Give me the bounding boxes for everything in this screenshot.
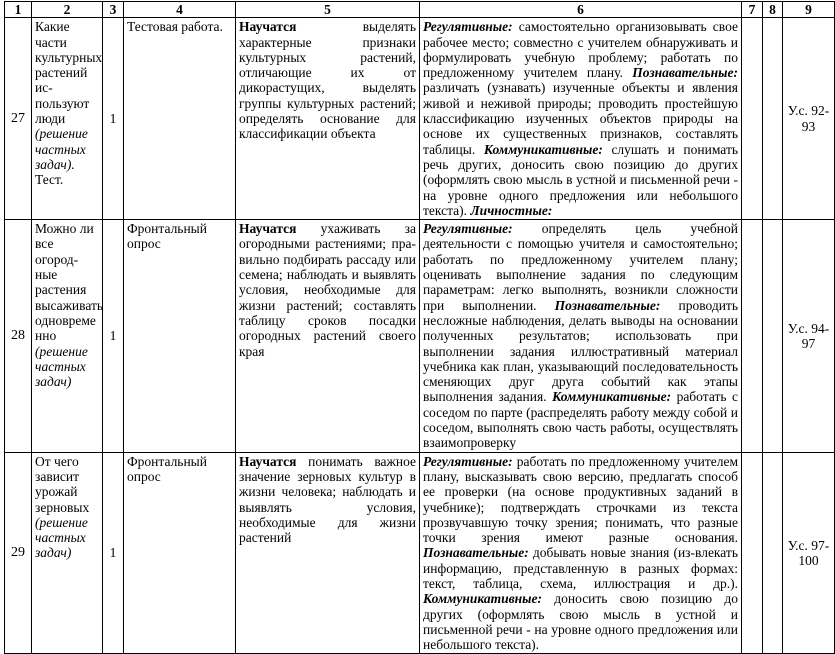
uud-text: добывать новые знания (из-влекать информацию, представленную в разных формах: текст, таблица, схема, иллюстрация и др.). [423,545,738,591]
lesson-topic [32,18,103,220]
topic-note: (решение частных задач) [35,343,88,390]
uud-key: Коммуникативные: [552,389,672,405]
uud-results [420,220,742,452]
table-row [5,452,835,654]
topic-note: (решение частных задач) [35,514,88,561]
header-col-3: 3 [103,2,124,18]
header-col-7: 7 [742,2,763,18]
table-row [5,220,835,452]
uud-text: работать с соседом по парте (распределять работу между собой и соседом, выполнять свою часть работы, осуществлять взаимопроверку [423,389,738,451]
uud-results [420,452,742,654]
topic-note: (решение частных задач). [35,126,88,172]
lesson-hours: 1 [103,220,124,452]
col-7-cell [742,18,763,220]
subject-results [236,452,420,654]
topic-text: Можно ли все огород-ные растения высаживать одновреме нно [35,221,104,344]
uud-text: работать по предложенному учителем плану, высказывать свою версию, предлагать способ ее проверки (на основе продуктивных заданий в учебнике); подтверждать строчками из текста прозвучавшую точку зрения; понимать, что разные точки зрения имеют разные основания. [423,453,738,546]
lesson-hours: 1 [103,18,124,220]
header-col-5: 5 [236,2,420,18]
subject-rest: понимать важное значение зерновых культур в жизни человека; наблюдать и выявлять условия, необходимые для жизни растений [239,453,416,546]
textbook-pages: У.с. 94-97 [783,220,835,452]
lesson-form: Фронтальный опрос [124,220,236,452]
uud-key: Личностные: [470,202,553,218]
uud-results [420,18,742,220]
header-col-9: 9 [783,2,835,18]
subject-bold: Научатся [239,221,297,237]
subject-rest: ухаживать за огородными растениями; пра-вильно подбирать рассаду или семена; наблюдать и выявлять условия, необходимые для жизни растений; составлять таблицу сроков посадки огородных растений своего края [239,221,416,359]
subject-results [236,220,420,452]
header-col-4: 4 [124,2,236,18]
col-8-cell [763,220,783,452]
lesson-number: 28 [5,220,32,452]
uud-key: Познавательные: [423,545,529,561]
col-7-cell [742,220,763,452]
textbook-pages: У.с. 92-93 [783,18,835,220]
uud-key: Регулятивные: [423,453,513,469]
topic-text: От чего зависит урожай зерновых [35,453,90,515]
topic-tail: Тест. [35,172,64,188]
col-8-cell [763,18,783,220]
lesson-number: 27 [5,18,32,220]
uud-text: доносить свою позицию до других (оформлять свою мысль в устной и письменной речи - на уровне одного предложения или небольшого текста). [423,591,738,653]
col-8-cell [763,452,783,654]
lesson-plan-table [4,1,835,654]
header-row [5,2,835,18]
lesson-number: 29 [5,452,32,654]
subject-bold: Научатся [239,453,297,469]
header-col-6: 6 [420,2,742,18]
uud-text: различать (узнавать) изученные объекты и явления живой и неживой природы; проводить простейшую классификацию изученных объектов природы на основе их существенных признаков, составлять таблицы. [423,80,738,157]
header-col-2: 2 [32,2,103,18]
uud-key: Познавательные: [632,65,738,81]
header-col-8: 8 [763,2,783,18]
uud-text: самостоятельно организовывать свое рабочее место; совместно с учителем обнаруживать и формулировать учебную проблему; работать по предложенному учителем плану. [423,19,738,81]
header-col-1: 1 [5,2,32,18]
lesson-topic [32,220,103,452]
uud-text: определять цель учебной деятельности с помощью учителя и самостоятельно; работать по предложенному учителем плану; оценивать выполнение задания по следующим параметрам: легко выполнять, возникли сложности при выполнении. [423,221,738,313]
uud-key: Коммуникативные: [483,141,603,157]
subject-rest: выделять характерные признаки культурных растений, отличающие их от дикорастущих, выделять группы культурных растений; определять основание для классификации объекта [239,19,416,142]
uud-key: Коммуникативные: [423,591,543,607]
uud-key: Познавательные: [554,297,661,313]
lesson-form: Тестовая работа. [124,18,236,220]
subject-results [236,18,420,220]
lesson-hours: 1 [103,452,124,654]
lesson-topic [32,452,103,654]
table-row [5,18,835,220]
uud-key: Регулятивные: [423,19,513,35]
col-7-cell [742,452,763,654]
subject-bold: Научатся [239,19,297,35]
topic-text: Какие части культурных растений ис-пользуют люди [35,19,103,127]
textbook-pages: У.с. 97-100 [783,452,835,654]
uud-text: проводить несложные наблюдения, делать выводы на основании полученных результатов; использовать при выполнении задания иллюстративный материал учебника как план, указывающий последовательность сменяющих друг друга событий как этапы выполнения задания. [423,297,738,405]
uud-key: Регулятивные: [423,221,513,237]
lesson-form: Фронтальный опрос [124,452,236,654]
uud-text: слушать и понимать речь других, доносить свою позицию до других (оформлять свою мысль в устной и письменной речи - на уровне одного предложения или небольшого текста). [423,141,738,218]
